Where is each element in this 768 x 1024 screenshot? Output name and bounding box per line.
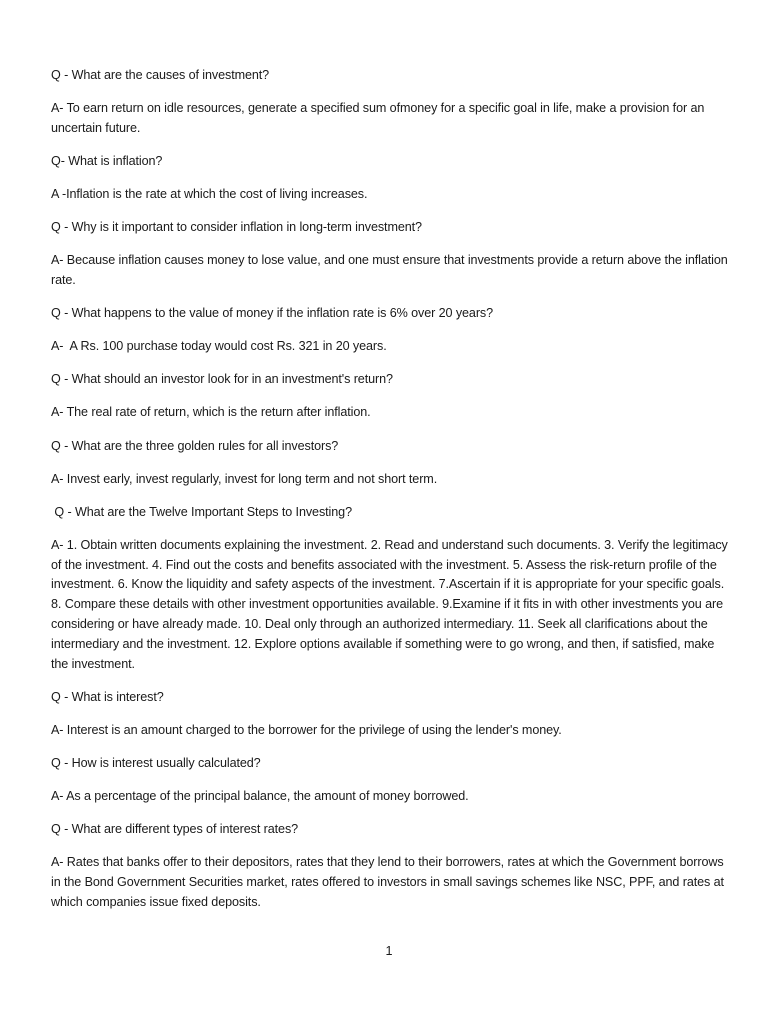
question-paragraph: Q- What is inflation? [51,153,163,168]
answer-paragraph: A- Invest early, invest regularly, invest for long term and not short term. [51,471,438,486]
question-paragraph: Q - What should an investor look for in an investment's return? [51,372,393,387]
document-body [51,66,731,926]
question-paragraph: Q - What are the Twelve Important Steps to Investing? [51,504,352,519]
answer-paragraph: A -Inflation is the rate at which the cost of living increases. [51,187,368,202]
answer-paragraph: A- Because inflation causes money to lose value, and one must ensure that investments provide a return above the inflation rate. [51,253,732,288]
answer-paragraph: A- As a percentage of the principal balance, the amount of money borrowed. [51,788,469,803]
answer-paragraph: A- Interest is an amount charged to the borrower for the privilege of using the lender's money. [51,722,562,737]
answer-paragraph: A- The real rate of return, which is the return after inflation. [51,405,371,420]
question-paragraph: Q - Why is it important to consider inflation in long-term investment? [51,220,422,235]
question-paragraph: Q - How is interest usually calculated? [51,755,261,770]
answer-paragraph: A- A Rs. 100 purchase today would cost Rs. 321 in 20 years. [51,339,387,354]
answer-paragraph: A- To earn return on idle resources, generate a specified sum ofmoney for a specific goal in life, make a provision for an uncertain future. [51,101,708,135]
question-paragraph: Q - What are different types of interest rates? [51,822,299,837]
question-paragraph: Q - What happens to the value of money if the inflation rate is 6% over 20 years? [51,306,494,321]
question-paragraph: Q - What are the causes of investment? [51,68,270,82]
answer-paragraph: A- Rates that banks offer to their depositors, rates that they lend to their borrowers, rates at which the Government borrows in the Bond Government Securities market, rates offered to investors in small savings schemes like NSC, PPF, and rates at which companies issue fixed deposits. [51,855,728,909]
question-paragraph: Q - What is interest? [51,689,164,704]
answer-paragraph: A- 1. Obtain written documents explaining the investment. 2. Read and understand such documents. 3. Verify the legitimacy of the investment. 4. Find out the costs and benefits associated with the investment. 5. Assess the risk-return profile of the investment. 6. Know the liquidity and safety aspects of the investment. 7.Ascertain if it is appropriate for your specific goals. 8. Compare these details with other investment opportunities available. 9.Examine if it fits in with other investments you are considering or have already made. 10. Deal only through an authorized intermediary. 11. Seek all clarifications about the intermediary and the investment. 12. Explore options available if something were to go wrong, and then, if satisfied, make the investment. [51,537,732,671]
question-paragraph: Q - What are the three golden rules for all investors? [51,438,339,453]
page-number: 1 [385,944,393,958]
